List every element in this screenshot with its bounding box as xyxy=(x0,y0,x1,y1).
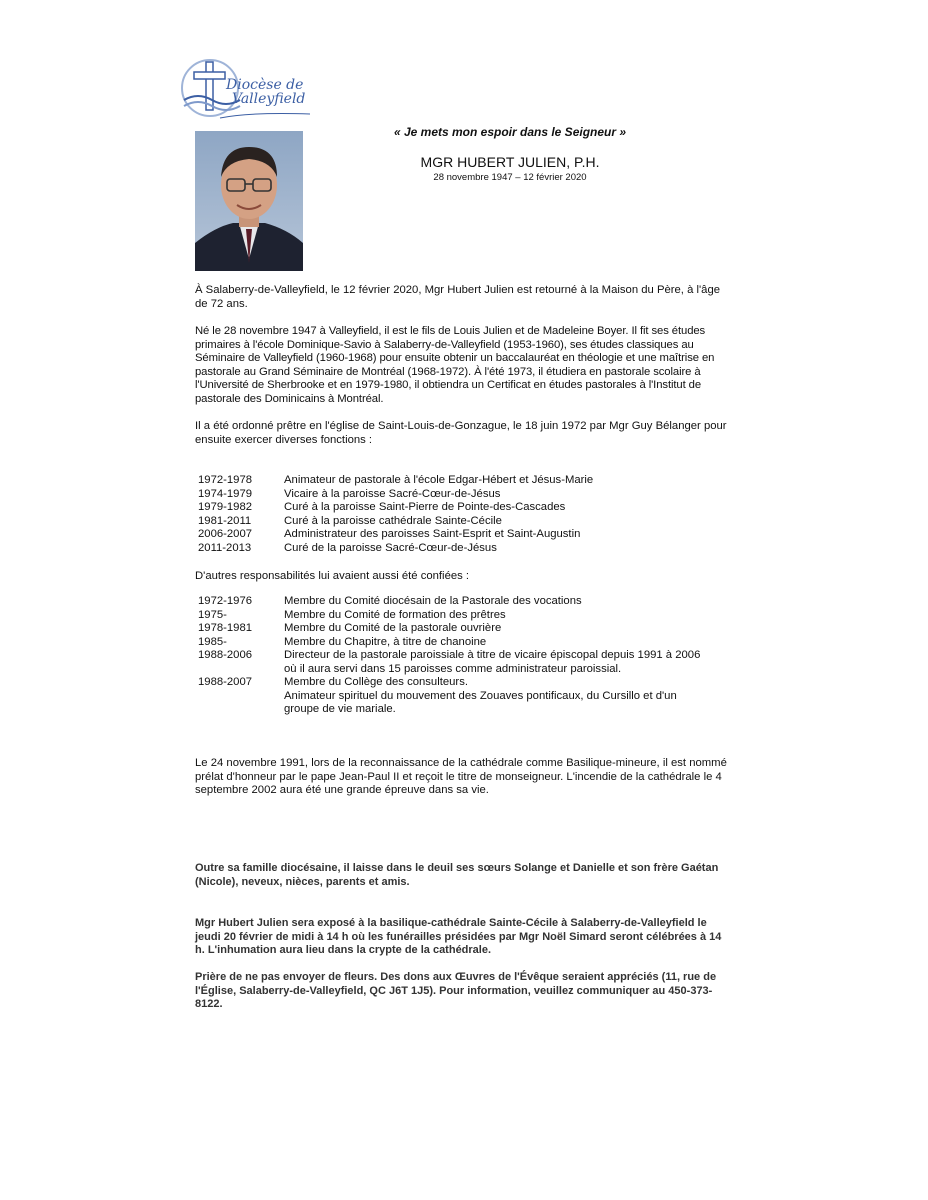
list-item-role: Membre du Comité de la pastorale ouvrière xyxy=(284,622,502,634)
list-item-years: 1981-2011 xyxy=(198,514,252,527)
page-title: MGR HUBERT JULIEN, P.H. xyxy=(420,154,600,170)
list-item xyxy=(198,528,714,542)
life-dates: 28 novembre 1947 – 12 février 2020 xyxy=(433,172,587,183)
paragraph-biography: Né le 28 novembre 1947 à Valleyfield, il est le fils de Louis Julien et de Madeleine Boyer. Il fit ses études primaires à l'école Dominique-Savio à Salaberry-de-Valleyfield (1953-1960), ses études classiques au Séminaire de Valleyfield (1960-1968) pour ensuite obtenir un baccalauréat en théologie et une maîtrise en pastorale au Grand Séminaire de Montréal (1968-1972). À l'été 1973, il étudiera en pastorale scolaire à l'Université de Sherbrooke et en 1979-1980, il obtiendra un Certificat en études pastorales à l'Institut de pastorale des Dominicains à Montréal. xyxy=(195,325,715,405)
motto: « Je mets mon espoir dans le Seigneur » xyxy=(393,125,627,139)
list-item-role: Membre du Chapitre, à titre de chanoine xyxy=(284,635,487,648)
logo-line-2: Valleyfield xyxy=(232,91,306,107)
list-item-years: 1979-1982 xyxy=(198,501,253,513)
list-item xyxy=(198,542,714,556)
list-item-years xyxy=(198,690,284,717)
list-item xyxy=(198,690,714,717)
list-item-role: Directeur de la pastorale paroissiale à titre de vicaire épiscopal depuis 1991 à 2006 où il aura servi dans 15 paroisses comme administrateur paroissial. xyxy=(284,649,701,675)
list-item-years: 1988-2006 xyxy=(198,649,253,661)
paragraph-family: Outre sa famille diocésaine, il laisse dans le deuil ses sœurs Solange et Danielle et son frère Gaétan (Nicole), neveux, nièces, parents et amis. xyxy=(195,862,719,888)
list-item-years: 1988-2007 xyxy=(198,676,253,688)
paragraph-other-responsibilities: D'autres responsabilités lui avaient aussi été confiées : xyxy=(195,570,470,582)
list-item-role: Membre du Collège des consulteurs. xyxy=(284,676,468,688)
list-item-role: Curé à la paroisse cathédrale Sainte-Cécile xyxy=(284,514,502,527)
list-item-years: 2011-2013 xyxy=(198,541,252,554)
list-item xyxy=(198,636,714,650)
list-item-role: Membre du Comité de formation des prêtres xyxy=(284,608,506,621)
list-item-years: 2006-2007 xyxy=(198,528,253,540)
list-item xyxy=(198,649,714,676)
list-item-years: 1972-1978 xyxy=(198,474,253,486)
list-item-role: Curé de la paroisse Sacré-Cœur-de-Jésus xyxy=(284,541,497,554)
paragraph-monseigneur: Le 24 novembre 1991, lors de la reconnaissance de la cathédrale comme Basilique-mineure, il est nommé prélat d'honneur par le pape Jean-Paul II et reçoit le titre de monseigneur. L'incendie de la cathédrale le 4 septembre 2002 aura été une grande épreuve dans sa vie. xyxy=(195,757,727,796)
paragraph-ordination: Il a été ordonné prêtre en l'église de Saint-Louis-de-Gonzague, le 18 juin 1972 par Mgr Guy Bélanger pour ensuite exercer diverses fonctions : xyxy=(195,420,727,446)
list-item-role: Curé à la paroisse Saint-Pierre de Pointe-des-Cascades xyxy=(284,501,566,513)
functions-list xyxy=(198,474,714,555)
responsibilities-list xyxy=(198,595,714,717)
list-item-role: Administrateur des paroisses Saint-Esprit et Saint-Augustin xyxy=(284,528,581,540)
list-item-years: 1972-1976 xyxy=(198,595,253,607)
list-item xyxy=(198,501,714,515)
paragraph-donations: Prière de ne pas envoyer de fleurs. Des dons aux Œuvres de l'Évêque seraient appréciés (11, rue de l'Église, Salaberry-de-Valleyfield, QC J6T 1J5). Pour information, veuillez communiquer au 450-373-8122. xyxy=(195,971,717,1010)
list-item-role: Animateur de pastorale à l'école Edgar-Hébert et Jésus-Marie xyxy=(284,474,594,486)
list-item-years: 1974-1979 xyxy=(198,487,253,500)
list-item xyxy=(198,676,714,690)
list-item-role: Vicaire à la paroisse Sacré-Cœur-de-Jésus xyxy=(284,487,501,500)
list-item xyxy=(198,515,714,529)
list-item xyxy=(198,595,714,609)
portrait-photo xyxy=(195,131,303,271)
list-item-years: 1985- xyxy=(198,635,227,648)
list-item-role: Animateur spirituel du mouvement des Zouaves pontificaux, du Cursillo et d'un groupe de vie mariale. xyxy=(284,689,677,715)
list-item xyxy=(198,488,714,502)
paragraph-funeral: Mgr Hubert Julien sera exposé à la basilique-cathédrale Sainte-Cécile à Salaberry-de-Valleyfield le jeudi 20 février de midi à 14 h où les funérailles présidées par Mgr Noël Simard seront célébrées à 14 h. L'inhumation aura lieu dans la crypte de la cathédrale. xyxy=(195,917,722,956)
list-item xyxy=(198,609,714,623)
list-item-years: 1978-1981 xyxy=(198,622,253,634)
paragraph-death-announcement: À Salaberry-de-Valleyfield, le 12 février 2020, Mgr Hubert Julien est retourné à la Maison du Père, à l'âge de 72 ans. xyxy=(195,284,721,310)
list-item-role: Membre du Comité diocésain de la Pastorale des vocations xyxy=(284,595,582,607)
logo-line-1: Diocèse de xyxy=(226,77,304,93)
list-item xyxy=(198,622,714,636)
list-item xyxy=(198,474,714,488)
list-item-years: 1975- xyxy=(198,608,227,621)
portrait-illustration-icon xyxy=(195,131,303,271)
diocese-logo-text xyxy=(226,78,305,106)
